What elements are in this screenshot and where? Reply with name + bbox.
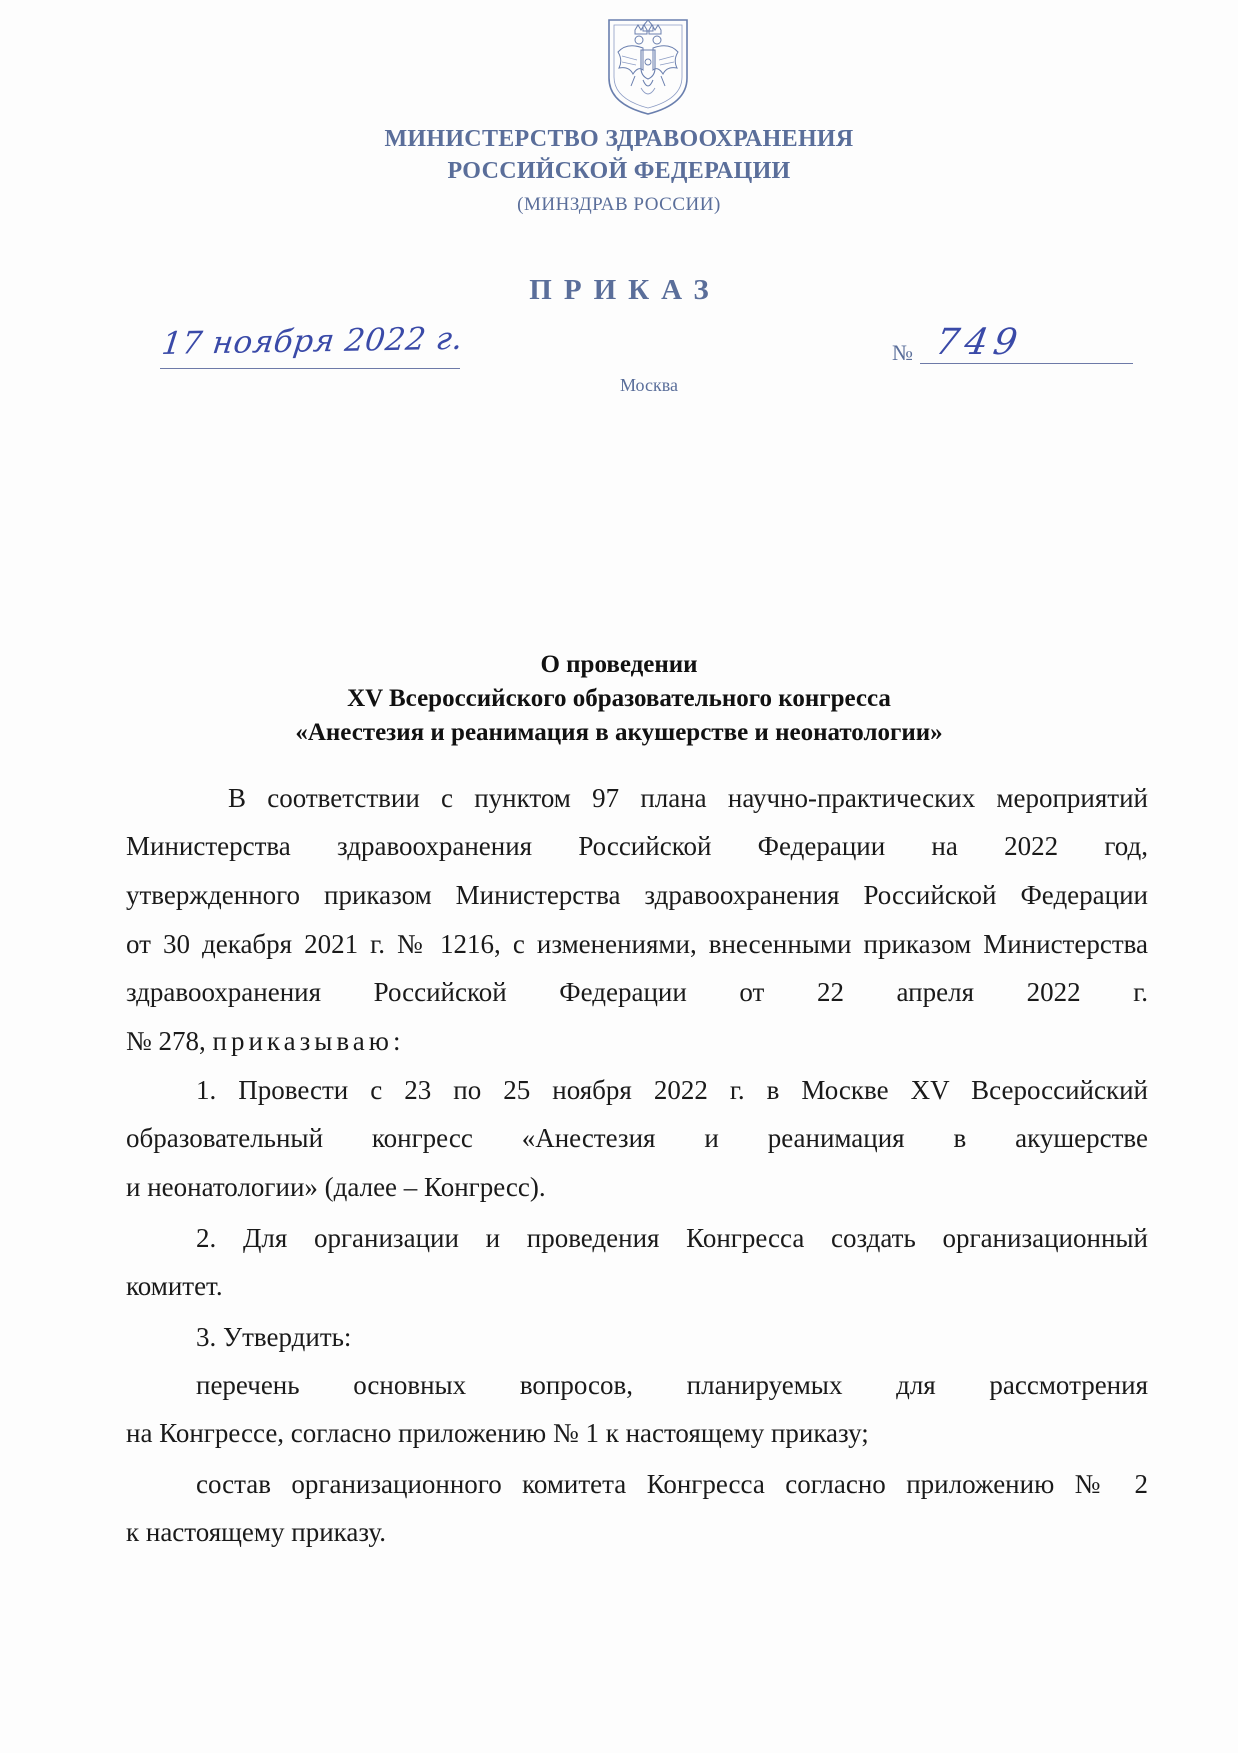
body-text-line: комитет. bbox=[126, 1271, 223, 1301]
order-ref-number: № 278, bbox=[126, 1026, 213, 1056]
order-number-sign: № bbox=[892, 340, 913, 365]
body-text-line bbox=[126, 1024, 1148, 1058]
body-text-line: 1. Провести с 23 по 25 ноября 2022 г. в Москве XV Всероссийский bbox=[196, 1075, 1148, 1105]
body-text-line: перечень основных вопросов, планируемых для рассмотрения bbox=[196, 1370, 1148, 1400]
body-text-line: здравоохранения Российской Федерации от 22 апреля 2022 г. bbox=[126, 977, 1148, 1007]
body-text-line: образовательный конгресс «Анестезия и реанимация в акушерстве bbox=[126, 1123, 1148, 1153]
order-subject-line1: О проведении bbox=[540, 651, 698, 678]
body-text-line: к настоящему приказу. bbox=[126, 1517, 386, 1547]
body-text-line: состав организационного комитета Конгресса согласно приложению № 2 bbox=[196, 1469, 1148, 1499]
date-underline bbox=[160, 368, 460, 369]
body-text-line: на Конгрессе, согласно приложению № 1 к настоящему приказу; bbox=[126, 1418, 869, 1448]
number-underline bbox=[920, 363, 1133, 364]
body-text-line: и неонатологии» (далее – Конгресс). bbox=[126, 1172, 546, 1202]
ministry-abbreviation: (МИНЗДРАВ РОССИИ) bbox=[517, 194, 721, 215]
order-directive-word: приказываю: bbox=[212, 1026, 405, 1056]
body-text-line: Министерства здравоохранения Российской Федерации на 2022 год, bbox=[126, 831, 1148, 861]
order-date-handwritten: 17 ноября 2022 г. bbox=[159, 320, 465, 363]
body-text-line: утвержденного приказом Министерства здравоохранения Российской Федерации bbox=[126, 880, 1148, 910]
order-city: Москва bbox=[620, 375, 678, 395]
body-text-line: 3. Утвердить: bbox=[196, 1322, 352, 1352]
ministry-name-line1: МИНИСТЕРСТВО ЗДРАВООХРАНЕНИЯ bbox=[384, 126, 854, 152]
order-subject-line2: XV Всероссийского образовательного конгресса bbox=[347, 685, 891, 712]
order-subject-line3: «Анестезия и реанимация в акушерстве и неонатологии» bbox=[295, 719, 943, 746]
body-text-line: В соответствии с пунктом 97 плана научно-практических мероприятий bbox=[228, 783, 1148, 813]
ministry-name-line2: РОССИЙСКОЙ ФЕДЕРАЦИИ bbox=[447, 158, 791, 184]
body-text-line: от 30 декабря 2021 г. № 1216, с изменениями, внесенными приказом Министерства bbox=[126, 929, 1148, 959]
state-emblem-icon bbox=[605, 16, 691, 116]
document-type-title: ПРИКАЗ bbox=[529, 274, 721, 306]
body-text-line: 2. Для организации и проведения Конгресса создать организационный bbox=[196, 1223, 1148, 1253]
order-number-handwritten: 749 bbox=[932, 322, 1027, 363]
